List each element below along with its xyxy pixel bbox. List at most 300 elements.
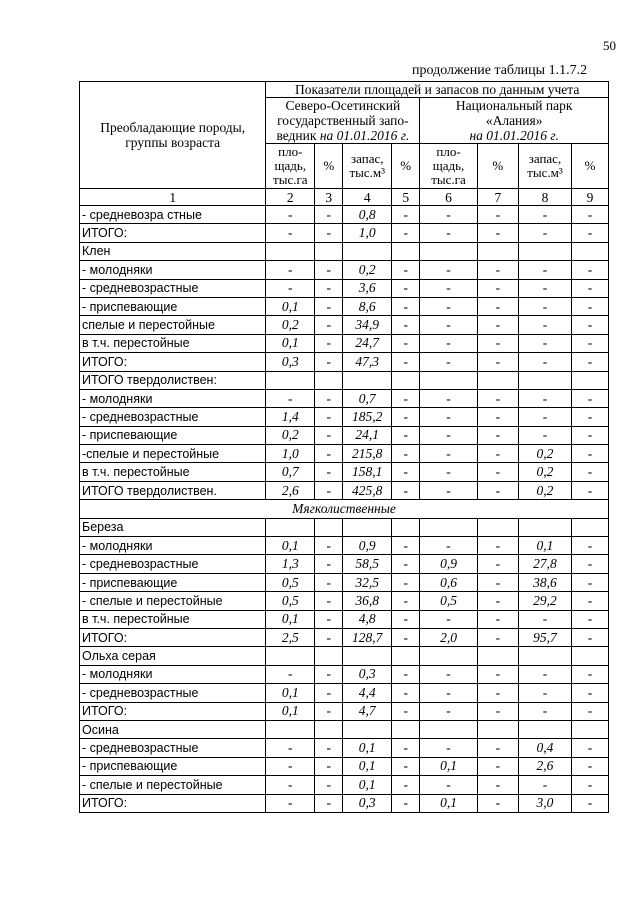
cell-value: - — [420, 224, 477, 242]
cell-value: - — [392, 776, 420, 794]
cell-value: - — [266, 757, 315, 775]
cell-value — [266, 518, 315, 536]
cell-value: - — [572, 445, 609, 463]
cell-value: 4,4 — [343, 684, 392, 702]
cell-value: - — [572, 702, 609, 720]
cell-value — [315, 720, 343, 738]
cell-value — [315, 371, 343, 389]
cell-value: - — [266, 794, 315, 812]
cell-value: - — [572, 353, 609, 371]
cell-value — [477, 371, 518, 389]
cell-value: - — [420, 481, 477, 499]
table-row — [80, 334, 609, 352]
cell-value: 0,1 — [266, 684, 315, 702]
cell-value: - — [477, 206, 518, 224]
cell-value: - — [315, 573, 343, 591]
cell-value: - — [392, 665, 420, 683]
cell-value: - — [315, 261, 343, 279]
cell-value — [420, 518, 477, 536]
cell-value: - — [392, 389, 420, 407]
cell-value: - — [266, 224, 315, 242]
cell-value: 27,8 — [518, 555, 571, 573]
cell-value — [518, 720, 571, 738]
cell-value: 128,7 — [343, 628, 392, 646]
cell-value: - — [392, 481, 420, 499]
cell-value: - — [518, 389, 571, 407]
cell-value: - — [477, 224, 518, 242]
cell-value: - — [477, 610, 518, 628]
cell-value: - — [572, 757, 609, 775]
cell-value — [420, 647, 477, 665]
cell-value: 0,9 — [343, 537, 392, 555]
cell-value — [477, 518, 518, 536]
row-label: в т.ч. перестойные — [80, 610, 266, 628]
section-row — [80, 500, 609, 518]
cell-value: - — [477, 555, 518, 573]
cell-value: - — [420, 463, 477, 481]
cell-value: - — [518, 279, 571, 297]
cell-value: - — [477, 757, 518, 775]
cell-value: 158,1 — [343, 463, 392, 481]
table-row — [80, 518, 609, 536]
cell-value — [392, 242, 420, 260]
cell-value: 0,7 — [266, 463, 315, 481]
cell-value: - — [315, 206, 343, 224]
cell-value: 0,5 — [420, 592, 477, 610]
header-reserve-date: на 01.01.2016 г. — [319, 128, 410, 143]
cell-value — [518, 371, 571, 389]
cell-value: - — [392, 702, 420, 720]
cell-value: - — [420, 206, 477, 224]
table-row — [80, 445, 609, 463]
cell-value: 2,6 — [518, 757, 571, 775]
cell-value: - — [477, 279, 518, 297]
cell-value: - — [518, 408, 571, 426]
table-row — [80, 224, 609, 242]
cell-value: - — [477, 389, 518, 407]
table-row — [80, 297, 609, 315]
cell-value — [343, 518, 392, 536]
cell-value: - — [315, 776, 343, 794]
cell-value: - — [420, 408, 477, 426]
row-label: спелые и перестойные — [80, 316, 266, 334]
cell-value — [420, 720, 477, 738]
cell-value: - — [392, 316, 420, 334]
cell-value: - — [392, 684, 420, 702]
header-species-age: Преобладающие породы, группы возраста — [80, 82, 266, 189]
cell-value: - — [420, 426, 477, 444]
cell-value: - — [392, 537, 420, 555]
cell-value: - — [392, 206, 420, 224]
table-row — [80, 628, 609, 646]
header-indicators: Показатели площадей и запасов по данным учета — [266, 82, 609, 98]
header-pct-2: % — [392, 144, 420, 189]
cell-value: - — [266, 776, 315, 794]
cell-value: - — [477, 628, 518, 646]
cell-value: - — [518, 206, 571, 224]
cell-value: - — [518, 702, 571, 720]
cell-value: - — [315, 445, 343, 463]
cell-value: 0,3 — [343, 665, 392, 683]
cell-value: 0,1 — [420, 794, 477, 812]
cell-value: 0,2 — [518, 445, 571, 463]
cell-value: - — [315, 665, 343, 683]
cell-value: 3,6 — [343, 279, 392, 297]
cell-value: 0,2 — [518, 463, 571, 481]
cell-value: - — [266, 206, 315, 224]
cell-value: 0,2 — [343, 261, 392, 279]
table-row — [80, 794, 609, 812]
row-label: Ольха серая — [80, 647, 266, 665]
cell-value: 0,3 — [266, 353, 315, 371]
cell-value: 24,1 — [343, 426, 392, 444]
row-label: - приспевающие — [80, 573, 266, 591]
cell-value: 0,2 — [518, 481, 571, 499]
cell-value — [572, 242, 609, 260]
row-label: - средневозрастные — [80, 555, 266, 573]
table-row — [80, 261, 609, 279]
cell-value: - — [392, 794, 420, 812]
row-label: - спелые и перестойные — [80, 592, 266, 610]
table-body — [80, 189, 609, 813]
cell-value: 0,2 — [266, 426, 315, 444]
cell-value — [477, 720, 518, 738]
row-label: - средневозра стные — [80, 206, 266, 224]
cell-value: - — [572, 261, 609, 279]
cell-value: - — [572, 610, 609, 628]
row-label: ИТОГО: — [80, 224, 266, 242]
cell-value: 2,6 — [266, 481, 315, 499]
row-label: ИТОГО твердолиствен. — [80, 481, 266, 499]
row-label: ИТОГО: — [80, 794, 266, 812]
cell-value: 58,5 — [343, 555, 392, 573]
cell-value: - — [315, 408, 343, 426]
cell-value: - — [315, 757, 343, 775]
cell-value: - — [518, 610, 571, 628]
cell-value: - — [315, 739, 343, 757]
cell-value: 1,0 — [343, 224, 392, 242]
row-label: - средневозрастные — [80, 739, 266, 757]
cell-value: 0,9 — [420, 555, 477, 573]
page-number: 50 — [603, 38, 616, 53]
cell-value: - — [572, 481, 609, 499]
row-label: - молодняки — [80, 261, 266, 279]
row-label: - средневозрастные — [80, 279, 266, 297]
cell-value: - — [392, 739, 420, 757]
cell-value: - — [477, 463, 518, 481]
table-row — [80, 242, 609, 260]
row-label: - средневозрастные — [80, 408, 266, 426]
cell-value: - — [477, 261, 518, 279]
row-label: - молодняки — [80, 537, 266, 555]
cell-value: - — [572, 224, 609, 242]
cell-value: 4,7 — [343, 702, 392, 720]
cell-value: 95,7 — [518, 628, 571, 646]
table-row — [80, 757, 609, 775]
cell-value: - — [477, 739, 518, 757]
row-label: Осина — [80, 720, 266, 738]
cell-value: - — [572, 463, 609, 481]
cell-value: - — [315, 628, 343, 646]
cell-value: - — [477, 573, 518, 591]
cell-value: - — [572, 297, 609, 315]
cell-value: - — [392, 426, 420, 444]
cell-value: 0,4 — [518, 739, 571, 757]
table-continuation-caption: продолжение таблицы 1.1.7.2 — [412, 63, 588, 78]
cell-value: - — [477, 702, 518, 720]
cell-value: 0,1 — [343, 757, 392, 775]
cell-value: - — [420, 297, 477, 315]
cell-value — [392, 720, 420, 738]
col-number: 3 — [315, 189, 343, 206]
cell-value: - — [315, 426, 343, 444]
cell-value: - — [420, 610, 477, 628]
cell-value: - — [518, 316, 571, 334]
cell-value: - — [572, 684, 609, 702]
cell-value: - — [392, 573, 420, 591]
cell-value: - — [392, 297, 420, 315]
col-number: 5 — [392, 189, 420, 206]
table-row — [80, 353, 609, 371]
cell-value: 425,8 — [343, 481, 392, 499]
cell-value: 0,1 — [266, 537, 315, 555]
row-label: Клен — [80, 242, 266, 260]
row-label: Береза — [80, 518, 266, 536]
header-park-line2: «Алания» — [485, 113, 543, 128]
cell-value: - — [315, 463, 343, 481]
cell-value: 32,5 — [343, 573, 392, 591]
cell-value: - — [572, 739, 609, 757]
cell-value — [315, 647, 343, 665]
row-label: в т.ч. перестойные — [80, 334, 266, 352]
cell-value: - — [392, 334, 420, 352]
cell-value: - — [420, 776, 477, 794]
cell-value: - — [420, 389, 477, 407]
cell-value: 215,8 — [343, 445, 392, 463]
header-area-2: пло- щадь, тыс.га — [420, 144, 477, 189]
cell-value: 1,0 — [266, 445, 315, 463]
row-label: - молодняки — [80, 389, 266, 407]
cell-value: - — [315, 592, 343, 610]
table-row — [80, 739, 609, 757]
cell-value: - — [392, 757, 420, 775]
cell-value: 0,8 — [343, 206, 392, 224]
header-park-date: на 01.01.2016 г. — [469, 128, 559, 143]
col-number: 2 — [266, 189, 315, 206]
cell-value: 0,1 — [343, 776, 392, 794]
cell-value: - — [518, 665, 571, 683]
cell-value — [266, 371, 315, 389]
cell-value — [343, 371, 392, 389]
header-reserve — [266, 98, 420, 144]
cell-value: - — [315, 297, 343, 315]
cell-value: 3,0 — [518, 794, 571, 812]
cell-value: - — [392, 592, 420, 610]
cell-value: 38,6 — [518, 573, 571, 591]
cell-value: - — [477, 776, 518, 794]
cell-value: - — [266, 279, 315, 297]
cell-value: - — [572, 316, 609, 334]
cell-value — [477, 647, 518, 665]
cell-value: - — [572, 776, 609, 794]
cell-value: - — [477, 481, 518, 499]
cell-value: 0,6 — [420, 573, 477, 591]
cell-value: 0,7 — [343, 389, 392, 407]
row-label: - средневозрастные — [80, 684, 266, 702]
cell-value: - — [477, 537, 518, 555]
cell-value: - — [392, 610, 420, 628]
cell-value: 2,0 — [420, 628, 477, 646]
col-number: 6 — [420, 189, 477, 206]
cell-value — [420, 371, 477, 389]
cell-value: 0,1 — [266, 610, 315, 628]
table-row — [80, 389, 609, 407]
cell-value — [518, 242, 571, 260]
cell-value: - — [477, 426, 518, 444]
table-row — [80, 684, 609, 702]
cell-value: 0,1 — [518, 537, 571, 555]
cell-value: - — [420, 739, 477, 757]
table-row — [80, 279, 609, 297]
row-label: ИТОГО: — [80, 353, 266, 371]
table-row — [80, 555, 609, 573]
cell-value: 1,3 — [266, 555, 315, 573]
header-park-line1: Национальный парк — [455, 98, 573, 113]
cell-value: - — [518, 426, 571, 444]
header-pct-3: % — [477, 144, 518, 189]
cell-value — [392, 518, 420, 536]
cell-value — [572, 647, 609, 665]
cell-value: - — [392, 353, 420, 371]
cell-value: - — [518, 776, 571, 794]
cell-value: - — [518, 684, 571, 702]
header-reserve-line3a: ведник — [276, 128, 320, 143]
cell-value: - — [266, 739, 315, 757]
table-row — [80, 426, 609, 444]
cell-value: - — [420, 537, 477, 555]
cell-value: - — [572, 334, 609, 352]
cell-value: - — [392, 555, 420, 573]
cell-value: 0,3 — [343, 794, 392, 812]
table-row — [80, 316, 609, 334]
cell-value: - — [420, 334, 477, 352]
table-row — [80, 647, 609, 665]
cell-value: - — [572, 592, 609, 610]
cell-value: - — [572, 628, 609, 646]
cell-value: - — [477, 445, 518, 463]
cell-value: - — [392, 463, 420, 481]
header-stock-2: запас, тыс.м³ — [518, 144, 571, 189]
cell-value — [266, 720, 315, 738]
cell-value — [572, 720, 609, 738]
cell-value: - — [572, 573, 609, 591]
cell-value: - — [572, 408, 609, 426]
table-row — [80, 463, 609, 481]
cell-value: 4,8 — [343, 610, 392, 628]
col-number: 7 — [477, 189, 518, 206]
cell-value — [343, 242, 392, 260]
cell-value: - — [518, 353, 571, 371]
cell-value: - — [315, 537, 343, 555]
cell-value: - — [315, 224, 343, 242]
cell-value: - — [518, 224, 571, 242]
cell-value: - — [420, 702, 477, 720]
table-row — [80, 537, 609, 555]
cell-value: - — [266, 665, 315, 683]
table-row — [80, 592, 609, 610]
row-label: ИТОГО: — [80, 628, 266, 646]
forest-stock-table — [79, 81, 609, 813]
cell-value — [392, 371, 420, 389]
row-label: ИТОГО твердолиствен: — [80, 371, 266, 389]
cell-value: - — [477, 684, 518, 702]
cell-value: 0,2 — [266, 316, 315, 334]
cell-value: - — [477, 592, 518, 610]
table-row — [80, 481, 609, 499]
row-label: - приспевающие — [80, 757, 266, 775]
cell-value: - — [392, 445, 420, 463]
row-label: - приспевающие — [80, 297, 266, 315]
table-row — [80, 665, 609, 683]
cell-value: - — [477, 334, 518, 352]
header-reserve-line2: государственный запо- — [277, 113, 409, 128]
header-area-1: пло- щадь, тыс.га — [266, 144, 315, 189]
cell-value: - — [315, 389, 343, 407]
table-row — [80, 610, 609, 628]
cell-value — [266, 242, 315, 260]
column-number-row — [80, 189, 609, 206]
table-row — [80, 573, 609, 591]
cell-value: 8,6 — [343, 297, 392, 315]
cell-value: - — [420, 316, 477, 334]
cell-value — [266, 647, 315, 665]
cell-value: - — [572, 426, 609, 444]
cell-value: - — [392, 224, 420, 242]
col-number: 1 — [80, 189, 266, 206]
cell-value — [343, 647, 392, 665]
col-number: 9 — [572, 189, 609, 206]
cell-value — [477, 242, 518, 260]
cell-value: - — [420, 665, 477, 683]
cell-value: - — [477, 794, 518, 812]
cell-value: - — [420, 684, 477, 702]
cell-value: - — [266, 389, 315, 407]
cell-value: - — [315, 702, 343, 720]
cell-value: 0,1 — [266, 334, 315, 352]
table-row — [80, 206, 609, 224]
cell-value: - — [315, 334, 343, 352]
cell-value: - — [572, 537, 609, 555]
row-label: в т.ч. перестойные — [80, 463, 266, 481]
cell-value: - — [572, 279, 609, 297]
header-pct-1: % — [315, 144, 343, 189]
cell-value — [518, 647, 571, 665]
table-row — [80, 408, 609, 426]
cell-value: 0,1 — [266, 702, 315, 720]
cell-value: - — [518, 297, 571, 315]
cell-value: - — [572, 665, 609, 683]
cell-value — [315, 242, 343, 260]
cell-value: 2,5 — [266, 628, 315, 646]
cell-value: - — [392, 261, 420, 279]
col-number: 4 — [343, 189, 392, 206]
cell-value: 0,5 — [266, 573, 315, 591]
cell-value — [572, 371, 609, 389]
cell-value: - — [518, 334, 571, 352]
cell-value — [392, 647, 420, 665]
cell-value — [572, 518, 609, 536]
cell-value: - — [572, 794, 609, 812]
